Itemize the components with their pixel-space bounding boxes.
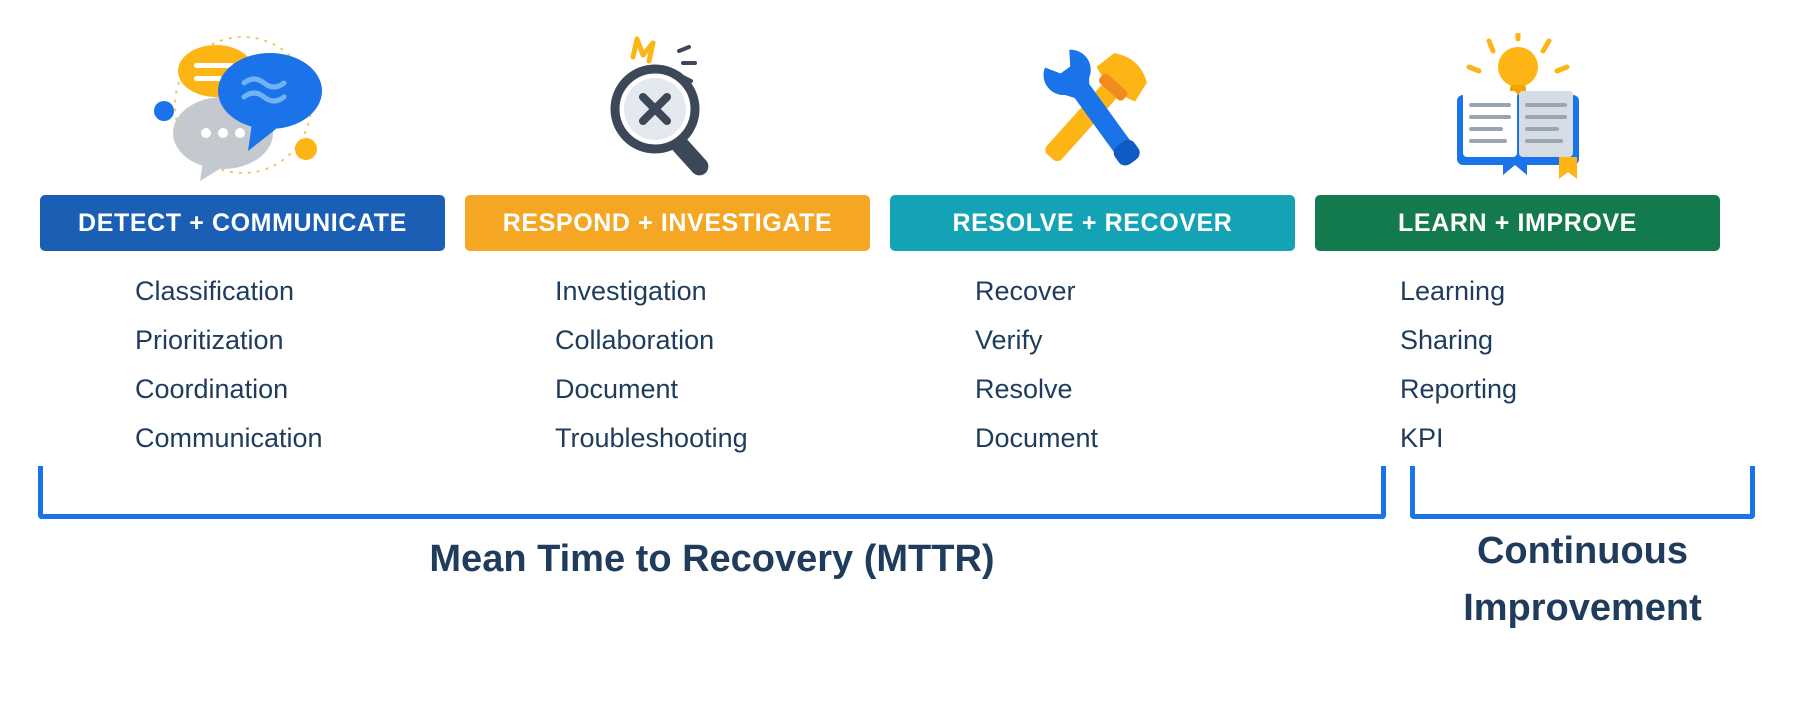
stage-banner-learn-improve: LEARN + IMPROVE	[1315, 195, 1720, 251]
bracket-continuous-improvement	[1410, 466, 1755, 519]
list-item: Sharing	[1400, 325, 1494, 355]
caption-continuous-improvement: Continuous Improvement	[1463, 530, 1702, 629]
list-item: Prioritization	[135, 325, 284, 355]
stage-items-respond-investigate	[465, 267, 870, 463]
list-item: Collaboration	[555, 325, 715, 355]
magnifying-glass-error-icon	[465, 20, 870, 195]
caption-mttr: Mean Time to Recovery (MTTR)	[429, 538, 995, 580]
list-item: Troubleshooting	[555, 423, 748, 453]
list-item: Communication	[135, 423, 323, 453]
stage-items-resolve-recover	[890, 267, 1295, 463]
bracket-mttr	[38, 466, 1386, 519]
stage-column-learn-improve	[1315, 20, 1720, 463]
list-item: Verify	[975, 325, 1043, 355]
stage-banner-resolve-recover: RESOLVE + RECOVER	[890, 195, 1295, 251]
list-item: Document	[975, 423, 1099, 453]
stage-column-respond-investigate	[465, 20, 870, 463]
stage-columns	[40, 20, 1760, 463]
list-item: Investigation	[555, 276, 707, 306]
stage-column-resolve-recover	[890, 20, 1295, 463]
list-item: Document	[555, 374, 679, 404]
list-item: Coordination	[135, 374, 289, 404]
wrench-hammer-tools-icon	[890, 20, 1295, 195]
book-lightbulb-icon	[1315, 20, 1720, 195]
stage-banner-respond-investigate: RESPOND + INVESTIGATE	[465, 195, 870, 251]
list-item: Reporting	[1400, 374, 1518, 404]
stage-items-detect-communicate	[40, 267, 445, 463]
speech-bubbles-icon	[40, 20, 445, 195]
list-item: Classification	[135, 276, 295, 306]
list-item: KPI	[1400, 423, 1444, 453]
stage-banner-detect-communicate: DETECT + COMMUNICATE	[40, 195, 445, 251]
stage-column-detect-communicate	[40, 20, 445, 463]
list-item: Learning	[1400, 276, 1506, 306]
list-item: Resolve	[975, 374, 1073, 404]
list-item: Recover	[975, 276, 1076, 306]
stage-items-learn-improve	[1315, 267, 1720, 463]
